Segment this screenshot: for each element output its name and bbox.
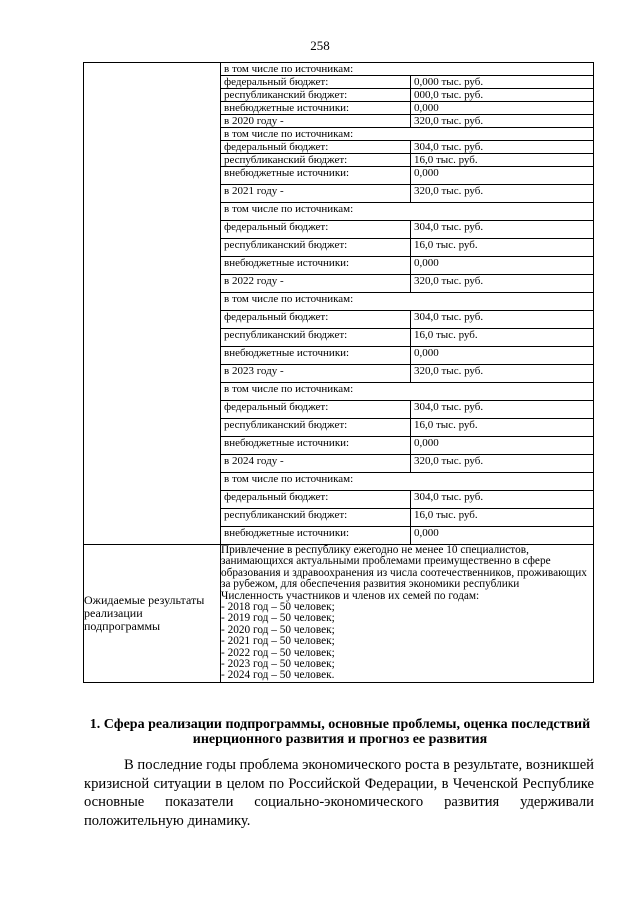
finance-value: 0,000	[411, 347, 594, 365]
finance-row	[221, 63, 593, 76]
finance-subheader: в том числе по источникам:	[221, 293, 593, 311]
finance-key: федеральный бюджет:	[221, 311, 411, 329]
finance-row	[221, 115, 593, 128]
expected-line: - 2022 год – 50 человек;	[221, 646, 335, 659]
expected-intro: Привлечение в республику ежегодно не менее 10 специалистов, занимающихся актуальными проблемами преимущественно в сфере образования и здравоохранения из числа соотечественников, проживающих за рубежом, для обеспечения развития экономики республики	[221, 544, 587, 591]
finance-value: 0,000	[411, 527, 594, 545]
finance-row	[221, 257, 593, 275]
finance-key: республиканский бюджет:	[221, 154, 411, 167]
expected-results-text	[221, 545, 594, 683]
finance-value: 320,0 тыс. руб.	[411, 365, 594, 383]
body-text	[84, 756, 594, 830]
finance-value: 0,000	[411, 257, 594, 275]
finance-key: внебюджетные источники:	[221, 347, 411, 365]
finance-row	[221, 154, 593, 167]
finance-row	[221, 221, 593, 239]
finance-value: 304,0 тыс. руб.	[411, 141, 594, 154]
passport-table	[83, 62, 594, 683]
finance-key: федеральный бюджет:	[221, 76, 411, 89]
expected-line: - 2023 год – 50 человек;	[221, 658, 335, 671]
finance-cell	[221, 63, 594, 545]
finance-key: федеральный бюджет:	[221, 141, 411, 154]
finance-value: 16,0 тыс. руб.	[411, 509, 594, 527]
finance-value: 0,000	[411, 102, 594, 115]
finance-value: 320,0 тыс. руб.	[411, 115, 594, 128]
finance-value: 304,0 тыс. руб.	[411, 491, 594, 509]
finance-value: 000,0 тыс. руб.	[411, 89, 594, 102]
finance-value: 16,0 тыс. руб.	[411, 154, 594, 167]
expected-line: Численность участников и членов их семей по годам:	[221, 589, 480, 602]
finance-value: 0,000	[411, 437, 594, 455]
finance-key: внебюджетные источники:	[221, 167, 411, 185]
finance-row	[221, 128, 593, 141]
finance-row	[221, 293, 593, 311]
finance-key: внебюджетные источники:	[221, 102, 411, 115]
expected-results-label: Ожидаемые результаты реализации подпрограммы	[84, 545, 221, 683]
finance-value: 16,0 тыс. руб.	[411, 239, 594, 257]
finance-value: 320,0 тыс. руб.	[411, 275, 594, 293]
finance-value: 16,0 тыс. руб.	[411, 329, 594, 347]
finance-row	[221, 141, 593, 154]
finance-row	[221, 383, 593, 401]
finance-key: в 2024 году -	[221, 455, 411, 473]
finance-key: в 2022 году -	[221, 275, 411, 293]
finance-table	[221, 63, 593, 544]
finance-key: федеральный бюджет:	[221, 491, 411, 509]
finance-row	[221, 203, 593, 221]
finance-key: внебюджетные источники:	[221, 437, 411, 455]
finance-row	[221, 102, 593, 115]
finance-subheader: в том числе по источникам:	[221, 128, 593, 141]
expected-line: - 2018 год – 50 человек;	[221, 601, 335, 614]
finance-key: республиканский бюджет:	[221, 239, 411, 257]
finance-key: федеральный бюджет:	[221, 401, 411, 419]
finance-subheader: в том числе по источникам:	[221, 383, 593, 401]
finance-key: республиканский бюджет:	[221, 419, 411, 437]
finance-value: 320,0 тыс. руб.	[411, 185, 594, 203]
finance-value: 0,000	[411, 167, 594, 185]
finance-row	[221, 455, 593, 473]
finance-row	[221, 509, 593, 527]
finance-value: 16,0 тыс. руб.	[411, 419, 594, 437]
finance-value: 304,0 тыс. руб.	[411, 221, 594, 239]
finance-value: 0,000 тыс. руб.	[411, 76, 594, 89]
finance-row	[221, 167, 593, 185]
finance-row	[221, 76, 593, 89]
finance-row	[221, 89, 593, 102]
finance-row	[221, 437, 593, 455]
finance-row	[221, 311, 593, 329]
finance-key: республиканский бюджет:	[221, 509, 411, 527]
finance-key: республиканский бюджет:	[221, 89, 411, 102]
finance-subheader: в том числе по источникам:	[221, 473, 593, 491]
finance-key: в 2023 году -	[221, 365, 411, 383]
section-title: 1. Сфера реализации подпрограммы, основные проблемы, оценка последствий инерционного развития и прогноз ее развития	[89, 717, 591, 747]
finance-key: внебюджетные источники:	[221, 527, 411, 545]
finance-row	[221, 491, 593, 509]
finance-value: 304,0 тыс. руб.	[411, 401, 594, 419]
finance-key: внебюджетные источники:	[221, 257, 411, 275]
finance-key: в 2021 году -	[221, 185, 411, 203]
expected-line: - 2024 год – 50 человек.	[221, 669, 335, 682]
finance-row	[221, 527, 593, 545]
finance-key: в 2020 году -	[221, 115, 411, 128]
finance-subheader: в том числе по источникам:	[221, 203, 593, 221]
finance-row	[221, 401, 593, 419]
finance-key: федеральный бюджет:	[221, 221, 411, 239]
expected-line: - 2019 год – 50 человек;	[221, 612, 335, 625]
finance-row	[221, 329, 593, 347]
finance-row	[221, 275, 593, 293]
finance-row	[221, 473, 593, 491]
finance-row	[221, 347, 593, 365]
finance-value: 320,0 тыс. руб.	[411, 455, 594, 473]
finance-row	[221, 419, 593, 437]
finance-key: республиканский бюджет:	[221, 329, 411, 347]
finance-label-cell	[84, 63, 221, 545]
finance-row	[221, 365, 593, 383]
body-paragraph: В последние годы проблема экономического роста в результате, возникшей кризисной ситуации в целом по Российской Федерации, в Чеченской Республике основные показатели социально-экономического развития удерживали положительную динамику.	[84, 757, 594, 829]
page-number: 258	[310, 38, 330, 53]
expected-line: - 2021 год – 50 человек;	[221, 635, 335, 648]
finance-row	[221, 239, 593, 257]
expected-line: - 2020 год – 50 человек;	[221, 623, 335, 636]
finance-row	[221, 185, 593, 203]
finance-subheader: в том числе по источникам:	[221, 63, 593, 76]
finance-value: 304,0 тыс. руб.	[411, 311, 594, 329]
